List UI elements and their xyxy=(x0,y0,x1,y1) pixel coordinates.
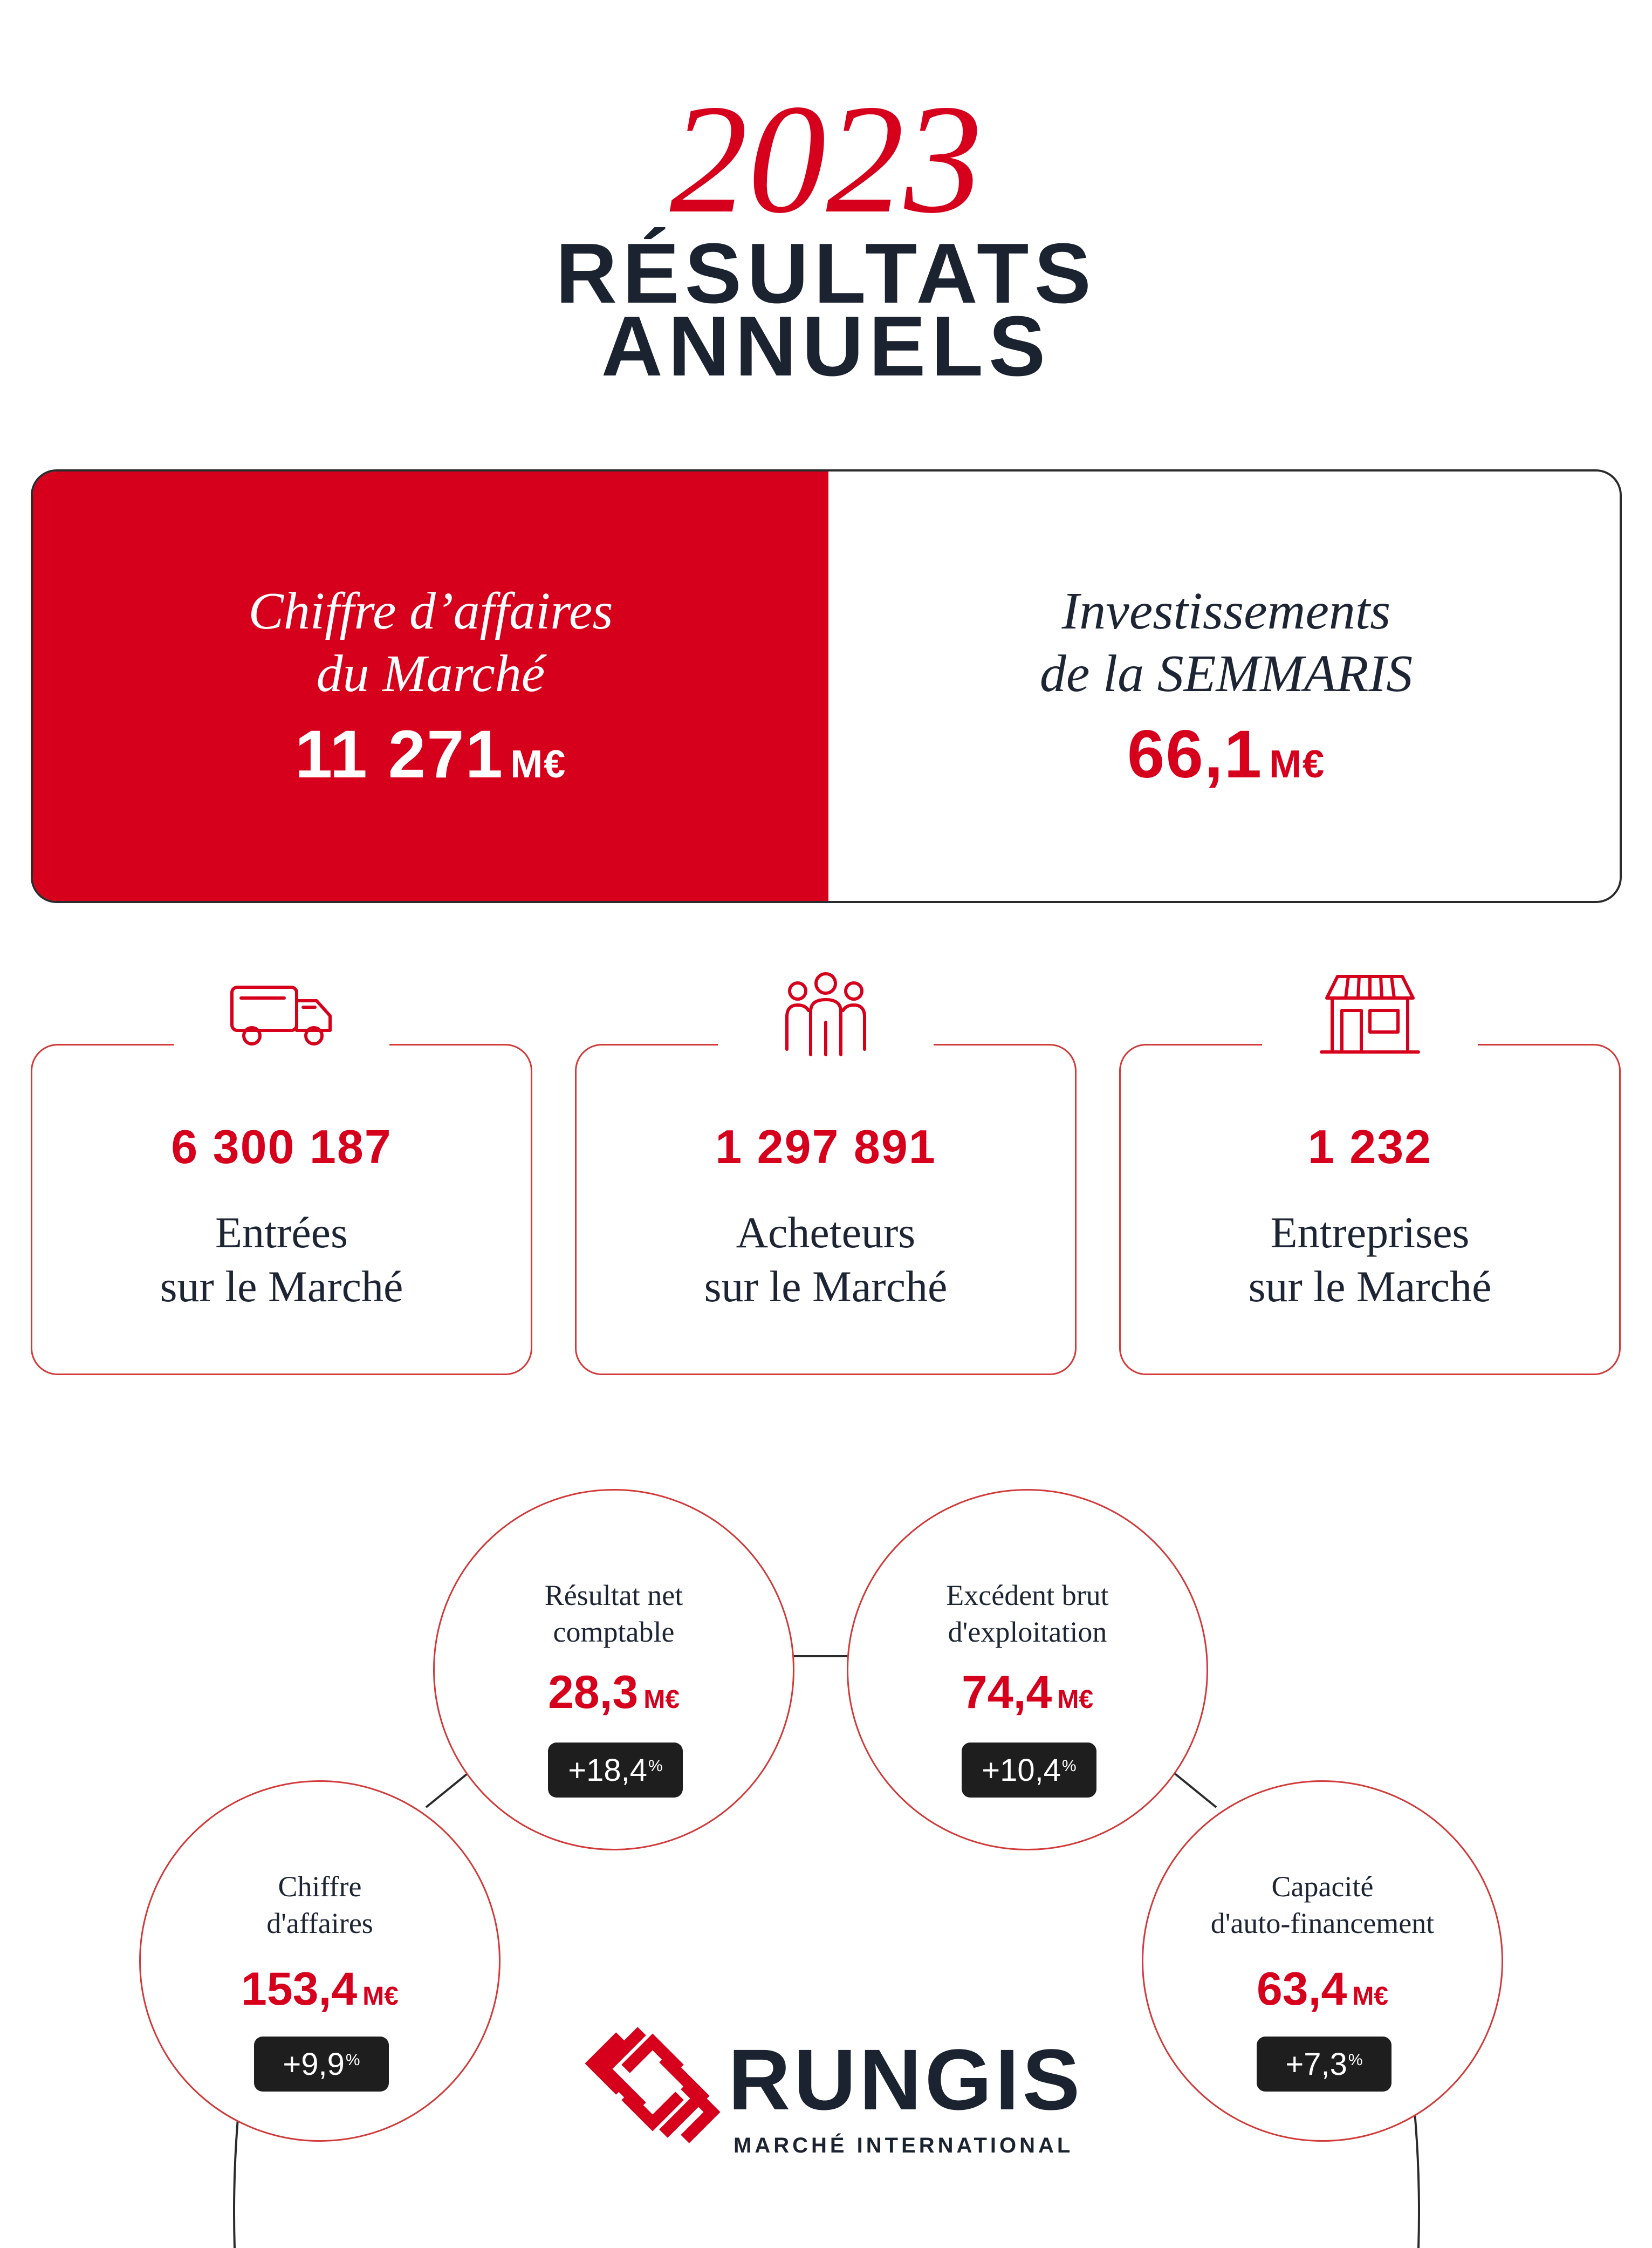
companies-value: 1 232 xyxy=(1307,1120,1432,1173)
net-result-value xyxy=(435,1666,793,1719)
net-result-label-line1: Résultat net xyxy=(544,1579,683,1611)
investments-unit: M€ xyxy=(1269,742,1326,786)
self-financing-change-badge xyxy=(1257,2037,1391,2092)
investments-label-line2: de la SEMMARIS xyxy=(1039,644,1413,703)
self-financing-value xyxy=(1143,1963,1502,2016)
buyers-label-line2: sur le Marché xyxy=(704,1262,948,1311)
ebitda-label-line2: d'exploitation xyxy=(948,1616,1107,1648)
entries-label-line1: Entrées xyxy=(215,1208,348,1257)
net-result-number: 28,3 xyxy=(547,1666,639,1718)
net-result-label xyxy=(435,1577,793,1650)
revenue-change-pct: % xyxy=(345,2051,360,2069)
entries-label-line2: sur le Marché xyxy=(160,1262,403,1311)
circle-ebitda xyxy=(847,1489,1208,1850)
entries-value: 6 300 187 xyxy=(171,1120,392,1173)
market-revenue-label-line2: du Marché xyxy=(316,644,545,703)
ebitda-unit: M€ xyxy=(1057,1685,1094,1714)
self-financing-change-pct: % xyxy=(1348,2051,1363,2069)
net-result-label-line2: comptable xyxy=(553,1616,675,1648)
year-title: 2023 xyxy=(669,72,983,245)
self-financing-label xyxy=(1143,1868,1502,1942)
ebitda-value xyxy=(848,1666,1207,1719)
market-revenue-label-line1: Chiffre d’affaires xyxy=(248,582,613,640)
ebitda-label-line1: Excédent brut xyxy=(946,1579,1109,1611)
self-financing-label-line2: d'auto-financement xyxy=(1210,1907,1435,1939)
revenue-change: +9,9 xyxy=(283,2046,345,2082)
market-revenue-unit: M€ xyxy=(510,742,567,786)
title-line-2: ANNUELS xyxy=(601,299,1051,394)
title-line-1: RÉSULTATS xyxy=(556,226,1096,321)
connector-line xyxy=(1173,1772,1216,1807)
circle-net-result xyxy=(433,1489,794,1850)
ebitda-number: 74,4 xyxy=(961,1666,1052,1718)
market-revenue-number: 11 271 xyxy=(294,716,504,792)
circle-revenue xyxy=(139,1780,501,2142)
rungis-logo-subtitle: MARCHÉ INTERNATIONAL xyxy=(734,2134,1074,2157)
net-result-change-badge xyxy=(548,1743,683,1798)
revenue-label-line1: Chiffre xyxy=(278,1870,362,1903)
self-financing-change: +7,3 xyxy=(1285,2046,1347,2082)
self-financing-number: 63,4 xyxy=(1256,1963,1347,2015)
revenue-unit: M€ xyxy=(362,1982,399,2011)
companies-label-line1: Entreprises xyxy=(1270,1208,1470,1257)
companies-label-line2: sur le Marché xyxy=(1248,1262,1492,1311)
ebitda-change-pct: % xyxy=(1062,1757,1077,1775)
buyers-label-line1: Acheteurs xyxy=(736,1208,916,1257)
circle-self-financing xyxy=(1142,1780,1503,2142)
connector-line xyxy=(426,1772,469,1807)
revenue-label-line2: d'affaires xyxy=(266,1907,373,1939)
net-result-change: +18,4 xyxy=(568,1752,648,1788)
revenue-value xyxy=(141,1963,499,2016)
revenue-label xyxy=(141,1868,499,1942)
revenue-number: 153,4 xyxy=(241,1963,358,2015)
revenue-change-badge xyxy=(254,2037,389,2092)
rungis-logo-mark-icon xyxy=(582,2026,723,2161)
ebitda-change: +10,4 xyxy=(982,1752,1061,1788)
ebitda-change-badge xyxy=(962,1743,1096,1798)
rungis-logo-word: RUNGIS xyxy=(728,2031,1084,2128)
net-result-change-pct: % xyxy=(648,1757,663,1775)
ebitda-label xyxy=(848,1577,1207,1650)
buyers-value: 1 297 891 xyxy=(715,1120,936,1173)
net-result-unit: M€ xyxy=(643,1685,680,1714)
investments-label-line1: Investissements xyxy=(1061,582,1391,640)
self-financing-unit: M€ xyxy=(1352,1982,1389,2011)
self-financing-label-line1: Capacité xyxy=(1271,1870,1374,1903)
investments-number: 66,1 xyxy=(1127,716,1263,792)
